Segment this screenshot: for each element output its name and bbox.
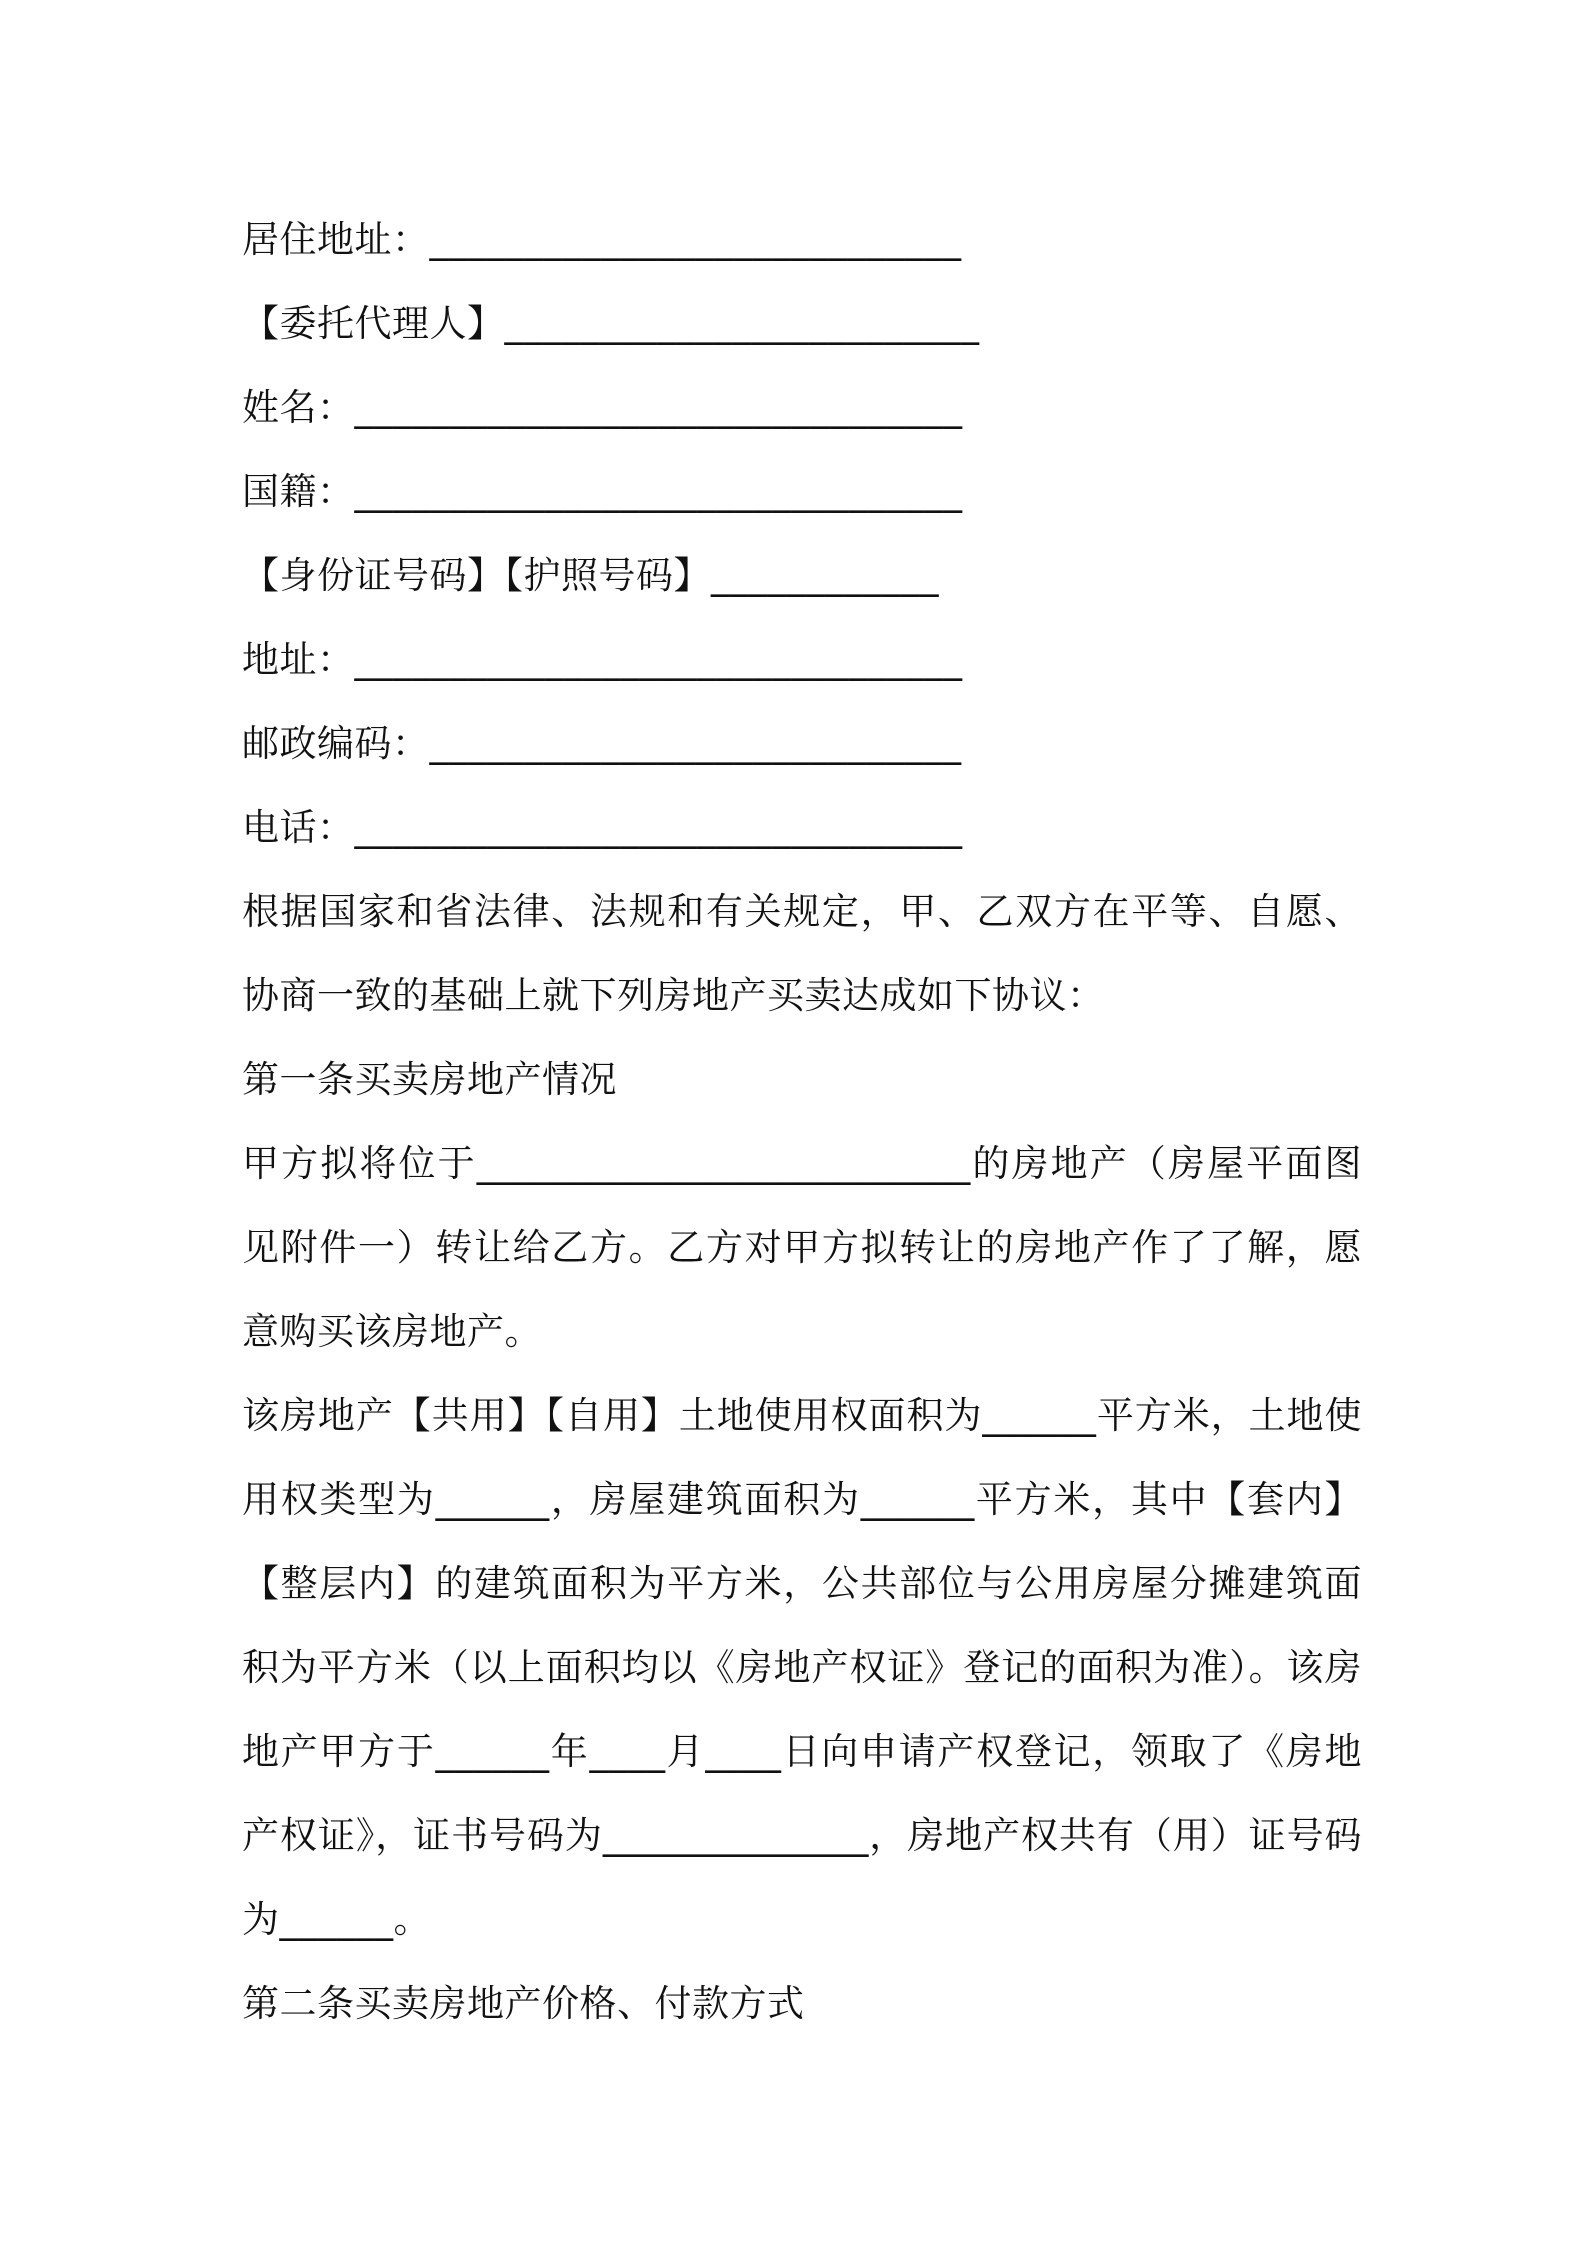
residential-address-line: 居住地址：____________________________ xyxy=(242,218,962,261)
article-1-title: 第一条买卖房地产情况 xyxy=(242,1058,617,1101)
agent-nationality-line: 国籍：________________________________ xyxy=(242,470,963,513)
agent-header-line: 【委托代理人】_________________________ xyxy=(242,302,980,345)
agent-phone-line: 电话：________________________________ xyxy=(242,806,963,849)
agent-address-line: 地址：________________________________ xyxy=(242,638,963,681)
agent-name-line: 姓名：________________________________ xyxy=(242,386,963,429)
agent-id-passport-line: 【身份证号码】【护照号码】____________ xyxy=(242,554,939,597)
article-1-paragraph-2: 该房地产【共用】【自用】土地使用权面积为______平方米，土地使用权类型为______，房屋建筑面积为______平方米，其中【套内】【整层内】的建筑面积为平方米，公共部位与公用房屋分摊建筑面积为平方米（以上面积均以《房地产权证》登记的面积为准）。该房地产甲方于______年____月____日向申请产权登记，领取了《房地产权证》，证书号码为______________，房地产权共有（用）证号码为______。 xyxy=(242,1394,1362,1941)
article-1-paragraph-1: 甲方拟将位于__________________________的房地产（房屋平面图见附件一）转让给乙方。乙方对甲方拟转让的房地产作了了解，愿意购买该房地产。 xyxy=(242,1142,1362,1353)
preamble-paragraph: 根据国家和省法律、法规和有关规定，甲、乙双方在平等、自愿、协商一致的基础上就下列房地产买卖达成如下协议： xyxy=(242,890,1362,1017)
document-body xyxy=(242,198,1362,2046)
article-2-title: 第二条买卖房地产价格、付款方式 xyxy=(242,1982,805,2025)
agent-postal-code-line: 邮政编码：____________________________ xyxy=(242,722,962,765)
